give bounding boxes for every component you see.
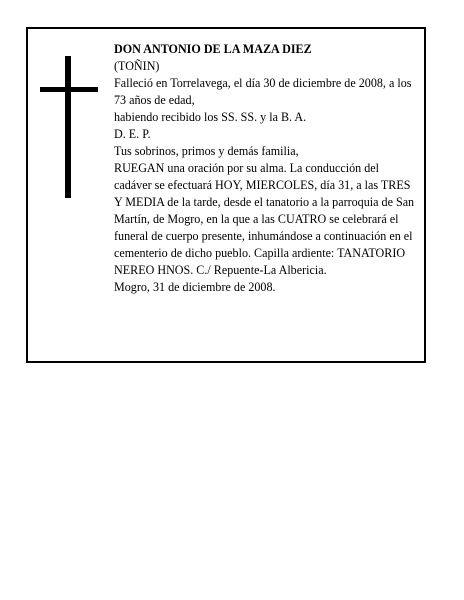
obituary-notice bbox=[26, 27, 426, 363]
cross-vertical-bar bbox=[65, 56, 71, 198]
sacraments-line: habiendo recibido los SS. SS. y la B. A. bbox=[114, 110, 307, 124]
cross-horizontal-bar bbox=[40, 87, 98, 92]
cross-icon bbox=[40, 56, 98, 198]
place-and-date: Mogro, 31 de diciembre de 2008. bbox=[114, 280, 276, 294]
rest-in-peace: D. E. P. bbox=[114, 127, 151, 141]
death-details: Falleció en Torrelavega, el día 30 de diciembre de 2008, a los 73 años de edad, bbox=[114, 76, 412, 107]
deceased-name: DON ANTONIO DE LA MAZA DIEZ bbox=[114, 42, 312, 56]
funeral-details: RUEGAN una oración por su alma. La conducción del cadáver se efectuará HOY, MIERCOLES, día 31, a las TRES Y MEDIA de la tarde, desde el tanatorio a la parroquia de San Martín, de Mogro, en la que a las CUATRO se celebrará el funeral de cuerpo presente, inhumándose a continuación en el cementerio de dicho pueblo. Capilla ardiente: TANATORIO NEREO HNOS. C./ Repuente-La Albericia. bbox=[114, 161, 415, 277]
deceased-nickname: (TOÑIN) bbox=[114, 59, 160, 73]
notice-body bbox=[114, 41, 419, 296]
family-line: Tus sobrinos, primos y demás familia, bbox=[114, 144, 299, 158]
